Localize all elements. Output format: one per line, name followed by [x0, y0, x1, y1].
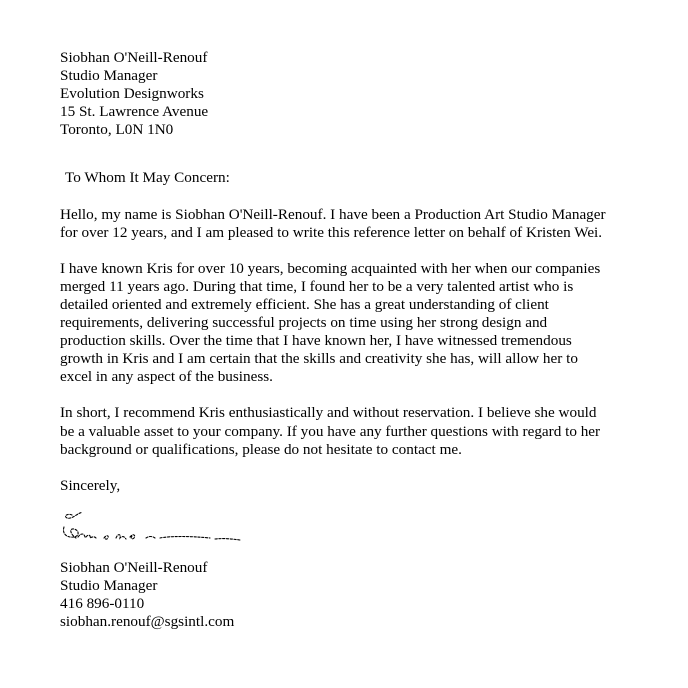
paragraph-line: detailed oriented and extremely efficient. She has a great understanding of client — [60, 295, 549, 313]
sender-street: 15 St. Lawrence Avenue — [60, 103, 209, 121]
signer-title: Studio Manager — [60, 576, 158, 594]
paragraph-line: I have known Kris for over 10 years, becoming acquainted with her when our companies — [60, 259, 601, 277]
sender-title: Studio Manager — [60, 67, 158, 85]
paragraph-line: requirements, delivering successful projects on time using her strong design and — [60, 314, 548, 332]
signer-email: siobhan.renouf@sgsintl.com — [60, 613, 235, 631]
paragraph-line: for over 12 years, and I am pleased to write this reference letter on behalf of Kristen Wei. — [60, 223, 603, 241]
paragraph-line: Hello, my name is Siobhan O'Neill-Renouf. I have been a Production Art Studio Manager — [60, 205, 606, 223]
closing: Sincerely, — [60, 476, 121, 494]
letter — [60, 49, 660, 631]
signer-phone: 416 896-0110 — [60, 594, 145, 612]
salutation: To Whom It May Concern: — [65, 169, 230, 187]
sender-name: Siobhan O'Neill-Renouf — [60, 49, 208, 66]
paragraph-recommendation — [60, 404, 660, 458]
sender-city: Toronto, L0N 1N0 — [60, 121, 174, 139]
paragraph-line: excel in any aspect of the business. — [60, 368, 273, 386]
paragraph-line: In short, I recommend Kris enthusiastically and without reservation. I believe she would — [60, 404, 597, 422]
handwritten-signature — [60, 503, 260, 553]
paragraph-line: production skills. Over the time that I have known her, I have witnessed tremendous — [60, 332, 572, 350]
sender-address-block — [60, 49, 660, 139]
signer-name: Siobhan O'Neill-Renouf — [60, 558, 208, 576]
paragraph-line: merged 11 years ago. During that time, I found her to be a very talented artist who is — [60, 277, 574, 295]
sender-company: Evolution Designworks — [60, 85, 204, 103]
signer-block — [60, 559, 660, 631]
paragraph-intro — [60, 206, 660, 242]
paragraph-line: background or qualifications, please do not hesitate to contact me. — [60, 440, 462, 458]
paragraph-line: be a valuable asset to your company. If you have any further questions with regard to her — [60, 422, 601, 440]
paragraph-line: growth in Kris and I am certain that the skills and creativity she has, will allow her to — [60, 350, 578, 368]
paragraph-body — [60, 260, 660, 387]
